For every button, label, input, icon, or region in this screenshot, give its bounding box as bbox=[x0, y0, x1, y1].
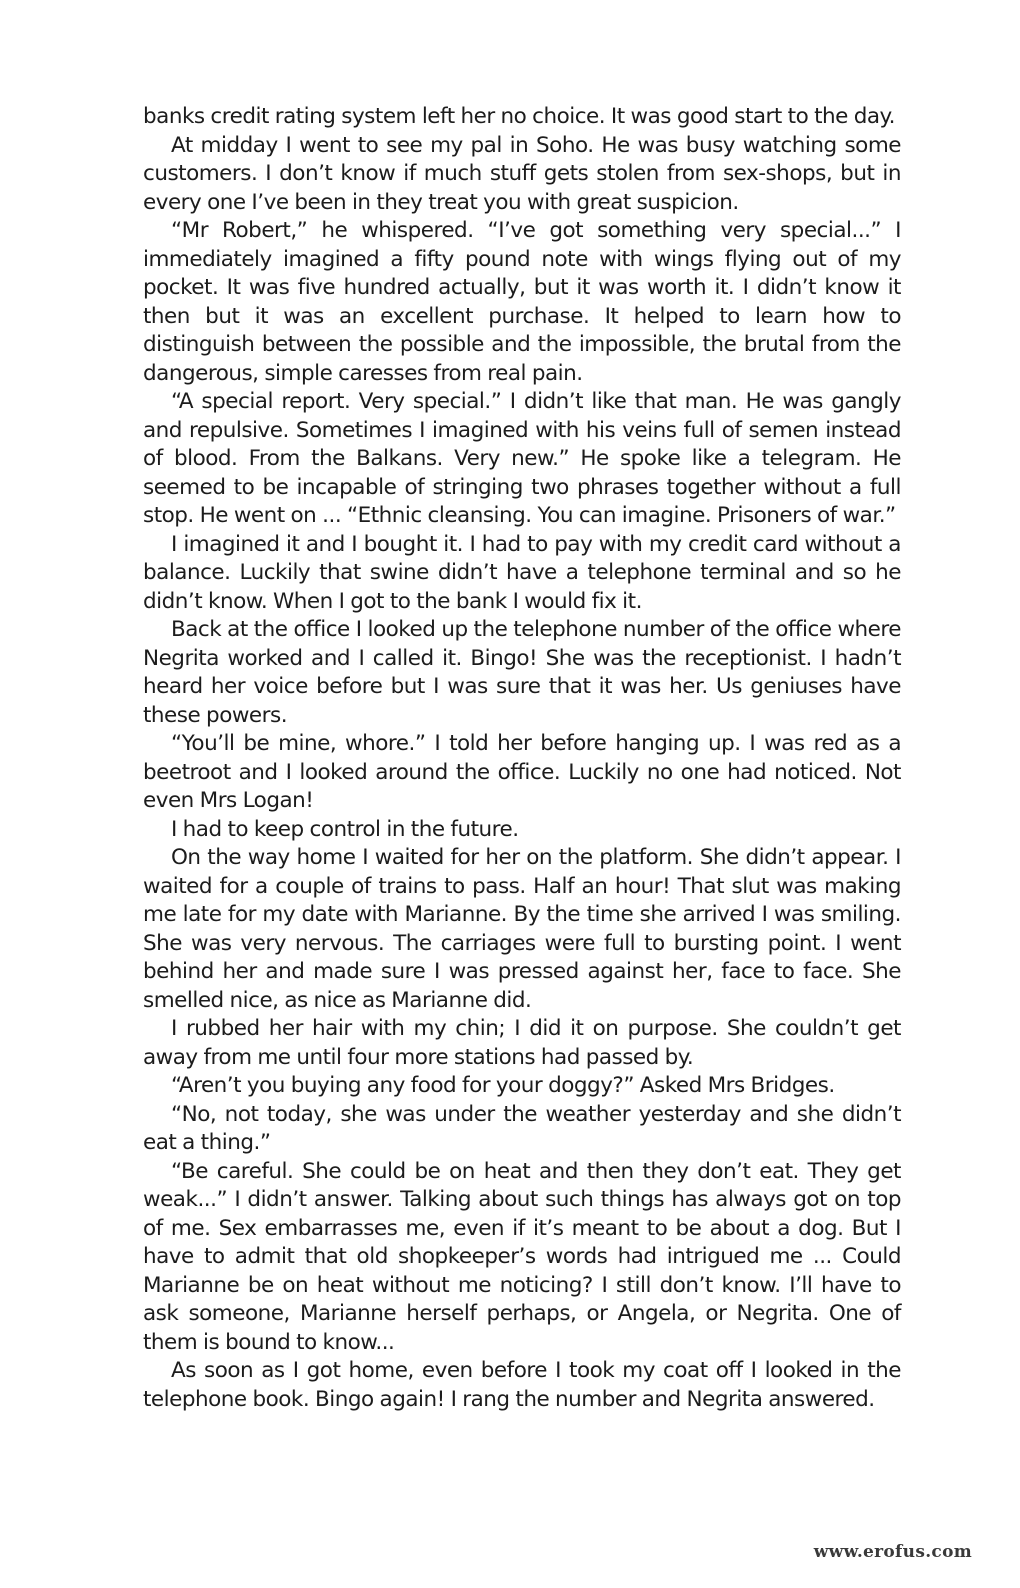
paragraph: “You’ll be mine, whore.” I told her before hanging up. I was red as a beetroot and I looked around the office. Luckily no one had noticed. Not even Mrs Logan! bbox=[143, 731, 901, 813]
paragraph: I imagined it and I bought it. I had to pay with my credit card without a balance. Luckily that swine didn’t have a telephone terminal and so he didn’t know. When I got to the bank I would fix it. bbox=[143, 531, 901, 614]
paragraph: banks credit rating system left her no choice. It was good start to the day. bbox=[143, 104, 896, 129]
paragraph: “Be careful. She could be on heat and then they don’t eat. They get weak...” I didn’t answer. Talking about such things has always got on top of me. Sex embarrasses me, even if it’s meant to be about a dog. But I have to admit that old shopkeeper’s words had intrigued me ... Could Marianne be on heat without me noticing? I still don’t know. I’ll have to ask someone, Marianne herself perhaps, or Angela, or Negrita. One of them is bound to know... bbox=[143, 1158, 901, 1355]
page-text bbox=[143, 103, 901, 1414]
paragraph: I rubbed her hair with my chin; I did it on purpose. She couldn’t get away from me until four more stations had passed by. bbox=[143, 1016, 901, 1070]
paragraph: “Mr Robert,” he whispered. “I’ve got something very special...” I immediately imagined a fifty pound note with wings flying out of my pocket. It was five hundred actually, but it was worth it. I didn’t know it then but it was an excellent purchase. It helped to learn how to distinguish between the possible and the impossible, the brutal from the dangerous, simple caresses from real pain. bbox=[143, 218, 901, 386]
paragraph: I had to keep control in the future. bbox=[171, 816, 519, 842]
paragraph: On the way home I waited for her on the platform. She didn’t appear. I waited for a couple of trains to pass. Half an hour! That slut was making me late for my date with Marianne. By the time she arrived I was smiling. She was very nervous. The carriages were full to bursting point. I went behind her and made sure I was pressed against her, face to face. She smelled nice, as nice as Marianne did. bbox=[143, 845, 901, 1013]
paragraph: Back at the office I looked up the telephone number of the office where Negrita worked and I called it. Bingo! She was the receptionist. I hadn’t heard her voice before but I was sure that it was her. Us geniuses have these powers. bbox=[143, 617, 901, 728]
paragraph: As soon as I got home, even before I took my coat off I looked in the telephone book. Bingo again! I rang the number and Negrita answered. bbox=[143, 1358, 901, 1412]
paragraph: “A special report. Very special.” I didn’t like that man. He was gangly and repulsive. Sometimes I imagined with his veins full of semen instead of blood. From the Balkans. Very new.” He spoke like a telegram. He seemed to be incapable of stringing two phrases together without a full stop. He went on ... “Ethnic cleansing. You can imagine. Prisoners of war.” bbox=[143, 389, 901, 528]
paragraph: “Aren’t you buying any food for your doggy?” Asked Mrs Bridges. bbox=[171, 1073, 835, 1098]
paragraph: At midday I went to see my pal in Soho. He was busy watching some customers. I don’t know if much stuff gets stolen from sex-shops, but in every one I’ve been in they treat you with great suspicion. bbox=[143, 132, 901, 215]
watermark: www.erofus.com bbox=[810, 1541, 976, 1563]
paragraph: “No, not today, she was under the weather yesterday and she didn’t eat a thing.” bbox=[143, 1101, 901, 1155]
